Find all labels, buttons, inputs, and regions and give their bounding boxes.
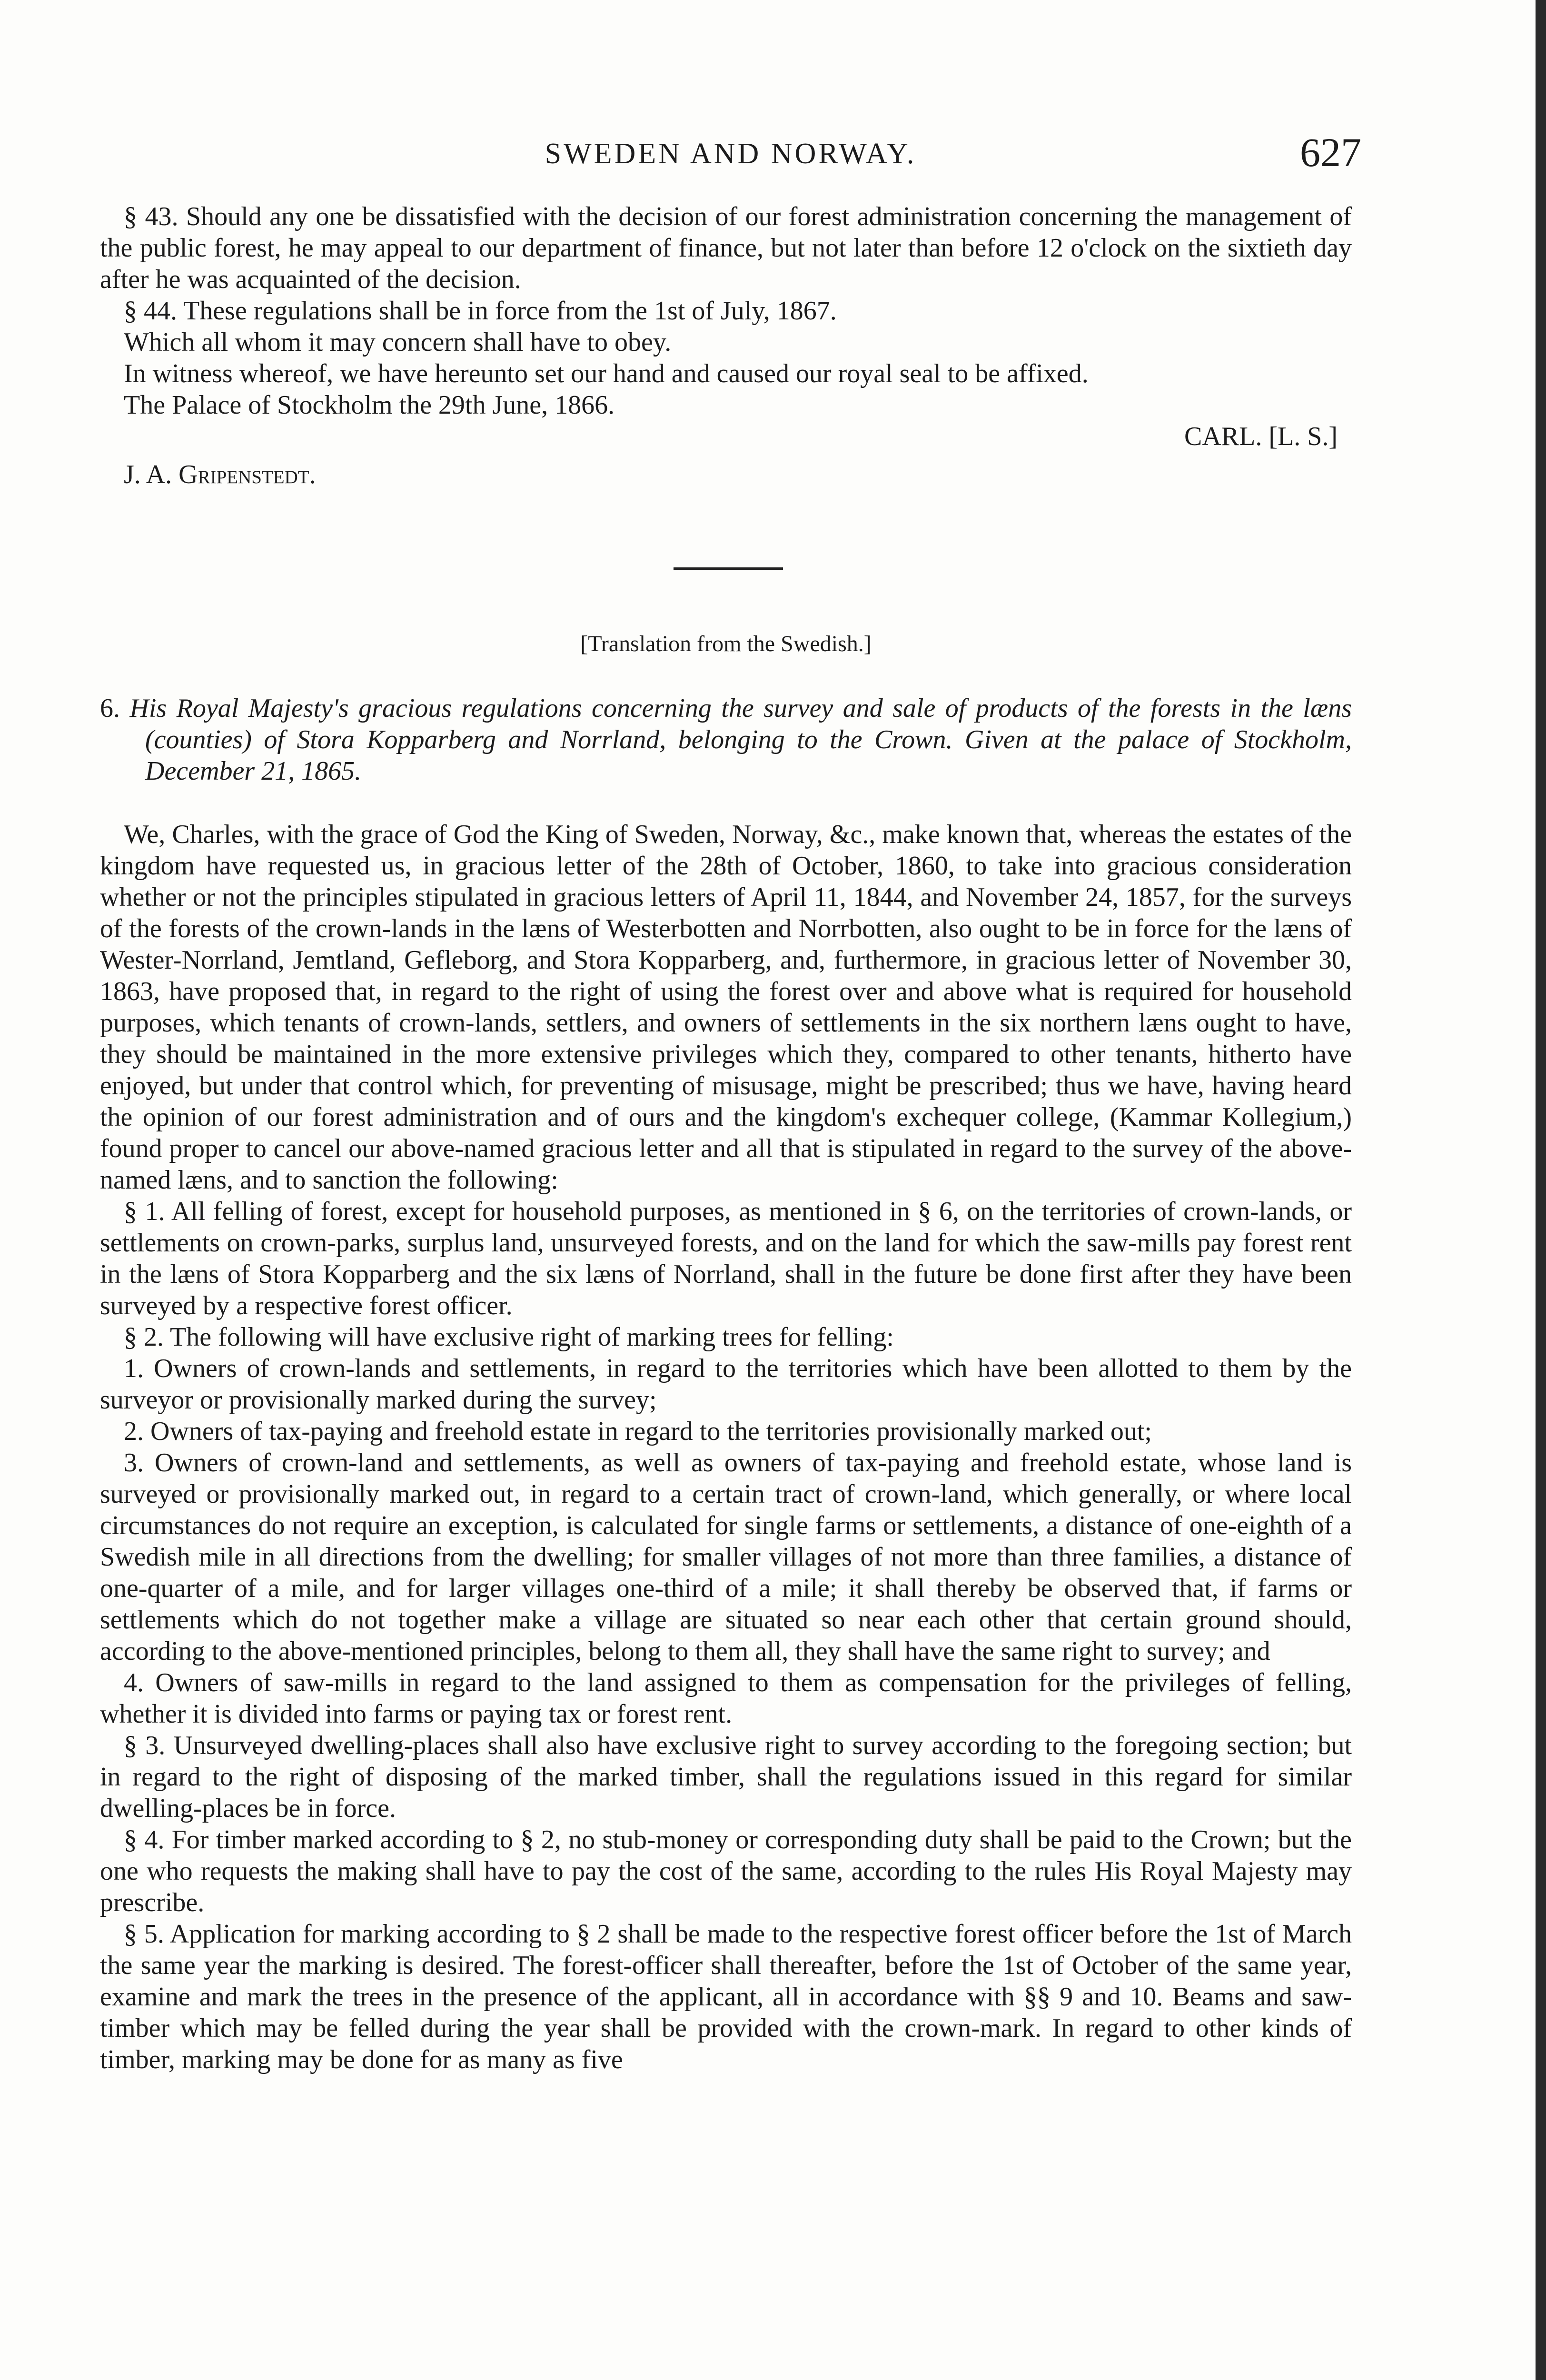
- top-section: [100, 201, 1352, 492]
- regulation-number: 6.: [100, 694, 120, 723]
- item-3-paragraph: 3. Owners of crown-land and settlements, as well as owners of tax-paying and freehold estate, whose land is surveyed or provisionally marked out, in regard to a certain tract of crown-land, which generally, or where local circumstances do not require an exception, is calculated for single farms or settlements, a distance of one-eighth of a Swedish mile in all directions from the dwelling; for smaller villages of not more than three families, a distance of one-quarter of a mile, and for larger villages one-third of a mile; it shall thereby be observed that, if farms or settlements which do not together make a village are situated so near each other that certain ground should, according to the above-mentioned principles, belong to them all, they shall have the same right to survey; and: [100, 1448, 1352, 1666]
- royal-signature: CARL. [L. S.]: [1184, 422, 1338, 451]
- translation-note: [Translation from the Swedish.]: [580, 631, 872, 656]
- section-5-paragraph: § 5. Application for marking according to § 2 shall be made to the respective forest officer before the 1st of March the same year the marking is desired. The forest-officer shall thereafter, before the 1st of October of the same year, examine and mark the trees in the presence of the applicant, all in accordance with §§ 9 and 10. Beams and saw-timber which may be felled during the year shall be provided with the crown-mark. In regard to other kinds of timber, marking may be done for as many as five: [100, 1919, 1352, 2074]
- palace-date-line: The Palace of Stockholm the 29th June, 1866.: [124, 390, 615, 420]
- page-number: 627: [1300, 129, 1361, 175]
- item-2-paragraph: 2. Owners of tax-paying and freehold estate in regard to the territories provisionally marked out;: [124, 1417, 1152, 1446]
- item-4-paragraph: 4. Owners of saw-mills in regard to the land assigned to them as compensation for the privileges of felling, whether it is divided into farms or paying tax or forest rent.: [100, 1668, 1352, 1729]
- section-44-paragraph: § 44. These regulations shall be in force from the 1st of July, 1867.: [124, 296, 837, 326]
- section-4-paragraph: § 4. For timber marked according to § 2, no stub-money or corresponding duty shall be paid to the Crown; but the one who requests the making shall have to pay the cost of the same, according to the rules His Royal Majesty may prescribe.: [100, 1825, 1352, 1917]
- regulation-body: [100, 819, 1352, 2075]
- section-1-paragraph: § 1. All felling of forest, except for household purposes, as mentioned in § 6, on the territories of crown-lands, or settlements on crown-parks, surplus land, unsurveyed forests, and on the land for which the saw-mills pay forest rent in the læns of Stora Kopparberg and the six læns of Norrland, shall in the future be done first after they have been surveyed by a respective forest officer.: [100, 1197, 1352, 1320]
- running-title: SWEDEN AND NORWAY.: [545, 138, 917, 170]
- page-edge-shadow: [1536, 0, 1546, 2380]
- section-2-paragraph: § 2. The following will have exclusive right of marking trees for felling:: [124, 1322, 894, 1352]
- item-1-paragraph: 1. Owners of crown-lands and settlements, in regard to the territories which have been allotted to them by the surveyor or provisionally marked during the survey;: [100, 1354, 1352, 1415]
- regulation-heading: [100, 693, 1352, 787]
- regulation-title-paragraph: [100, 693, 1352, 787]
- section-3-paragraph: § 3. Unsurveyed dwelling-places shall also have exclusive right to survey according to the foregoing section; but in regard to the right of disposing of the marked timber, shall the regulations issued in this regard for similar dwelling-places be in force.: [100, 1731, 1352, 1823]
- preamble-paragraph: We, Charles, with the grace of God the King of Sweden, Norway, &c., make known that, whereas the estates of the kingdom have requested us, in gracious letter of the 28th of October, 1860, to take into gracious consideration whether or not the principles stipulated in gracious letters of April 11, 1844, and November 24, 1857, for the surveys of the forests of the crown-lands in the læns of Westerbotten and Norrbotten, also ought to be in force for the læns of Wester-Norrland, Jemtland, Gefleborg, and Stora Kopparberg, and, furthermore, in gracious letter of November 30, 1863, have proposed that, in regard to the right of using the forest over and above what is required for household purposes, which tenants of crown-lands, settlers, and owners of settlements in the six northern læns ought to have, they should be maintained in the more extensive privileges which they, compared to other tenants, hitherto have enjoyed, but under that control which, for preventing of misusage, might be prescribed; thus we have, having heard the opinion of our forest administration and of ours and the kingdom's exchequer college, (Kammar Kollegium,) found proper to cancel our above-named gracious letter and all that is stipulated in regard to the survey of the above-named læns, and to sanction the following:: [100, 820, 1352, 1195]
- countersignature: J. A. Gripenstedt.: [124, 460, 316, 489]
- section-43-paragraph: § 43. Should any one be dissatisfied with the decision of our forest administration concerning the management of the public forest, he may appeal to our department of finance, but not later than before 12 o'clock on the sixtieth day after he was acquainted of the decision.: [100, 202, 1352, 294]
- obey-paragraph: Which all whom it may concern shall have to obey.: [124, 327, 672, 357]
- regulation-title: His Royal Majesty's gracious regulations concerning the survey and sale of products of the forests in the læns (counties) of Stora Kopparberg and Norrland, belonging to the Crown. Given at the palace of Stockholm, December 21, 1865.: [129, 694, 1352, 786]
- signature-block: [100, 421, 1352, 492]
- witness-paragraph: In witness whereof, we have hereunto set our hand and caused our royal seal to be affixed.: [124, 359, 1089, 388]
- page-header: [100, 129, 1361, 181]
- section-divider: [674, 567, 783, 570]
